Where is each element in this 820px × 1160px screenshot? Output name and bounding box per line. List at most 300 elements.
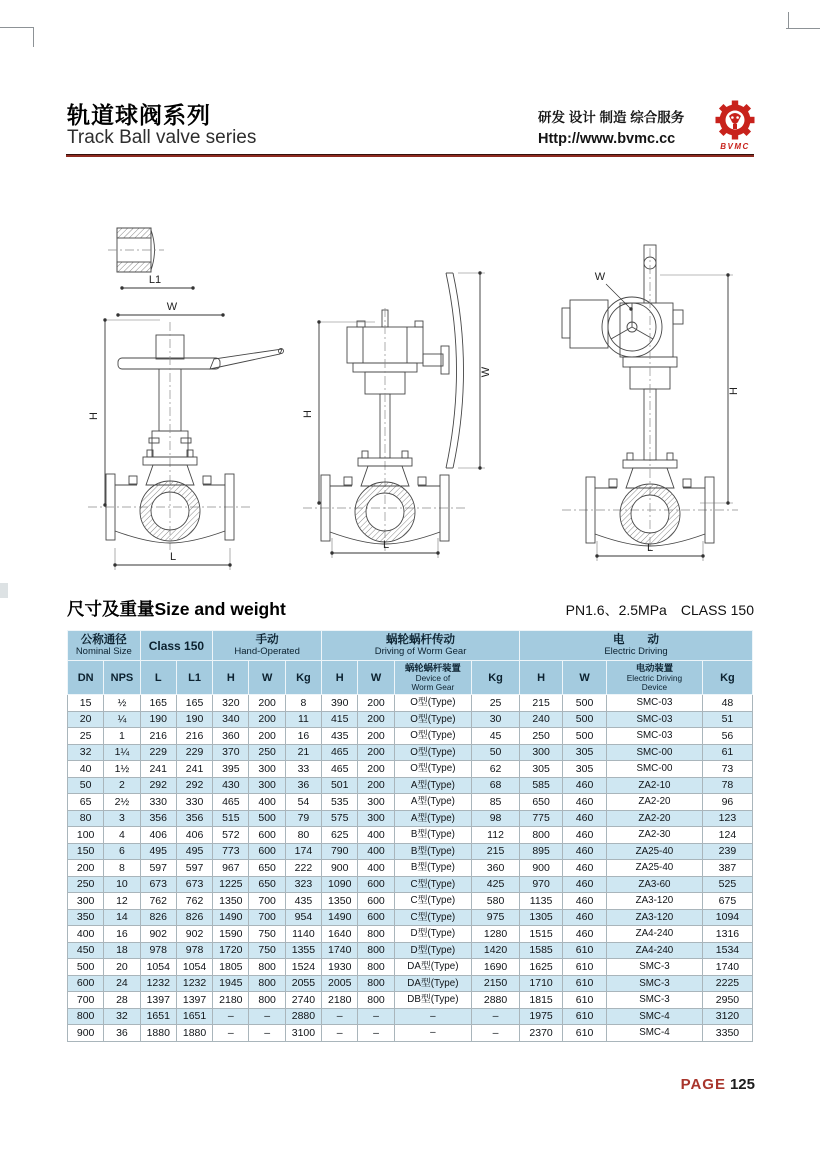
table-cell: 500 [563, 728, 607, 745]
dim-label-h: H [88, 412, 100, 420]
table-row [68, 992, 753, 1009]
table-cell: 300 [68, 893, 104, 910]
table-cell: B型(Type) [394, 827, 471, 844]
table-cell: 1420 [472, 942, 520, 959]
table-cell: 14 [104, 909, 140, 926]
table-cell: – [472, 1008, 520, 1025]
table-cell: 1140 [285, 926, 321, 943]
table-cell: 250 [520, 728, 563, 745]
group-header-row [68, 631, 753, 661]
table-cell: 775 [520, 810, 563, 827]
table-cell: 597 [140, 860, 176, 877]
table-cell: 229 [176, 744, 212, 761]
table-cell: 2740 [285, 992, 321, 1009]
table-cell: 56 [702, 728, 752, 745]
table-cell: O型(Type) [394, 744, 471, 761]
table-cell: 826 [176, 909, 212, 926]
table-cell: 50 [68, 777, 104, 794]
table-cell: 460 [563, 926, 607, 943]
table-cell: O型(Type) [394, 728, 471, 745]
table-cell: 673 [176, 876, 212, 893]
table-cell: 895 [520, 843, 563, 860]
table-cell: 525 [702, 876, 752, 893]
table-cell: O型(Type) [394, 711, 471, 728]
table-cell: 600 [358, 876, 394, 893]
column-header: Kg [472, 661, 520, 695]
table-cell: 1½ [104, 761, 140, 778]
table-cell: 2950 [702, 992, 752, 1009]
table-cell: 1720 [213, 942, 249, 959]
table-cell: 460 [563, 794, 607, 811]
table-cell: 200 [358, 695, 394, 712]
table-cell: 610 [563, 1008, 607, 1025]
company-tagline: 研发 设计 制造 综合服务 [538, 110, 685, 125]
table-cell: 51 [702, 711, 752, 728]
table-cell: SMC-4 [606, 1025, 702, 1042]
section-title: 尺寸及重量Size and weight [67, 599, 286, 619]
table-cell: 495 [140, 843, 176, 860]
table-cell: 330 [176, 794, 212, 811]
table-cell: 80 [285, 827, 321, 844]
table-cell: 370 [213, 744, 249, 761]
table-cell: 250 [249, 744, 285, 761]
table-cell: 2055 [285, 975, 321, 992]
table-cell: 650 [249, 876, 285, 893]
table-cell: 215 [520, 695, 563, 712]
table-cell: 100 [68, 827, 104, 844]
table-cell: 700 [68, 992, 104, 1009]
table-cell: 241 [140, 761, 176, 778]
table-row [68, 728, 753, 745]
table-cell: 8 [285, 695, 321, 712]
table-cell: 580 [472, 893, 520, 910]
table-cell: 1534 [702, 942, 752, 959]
table-cell: 1880 [140, 1025, 176, 1042]
table-cell: 800 [358, 959, 394, 976]
dim-label-h: H [302, 410, 314, 418]
crop-mark-top-left-v [33, 27, 34, 47]
table-row [68, 761, 753, 778]
table-cell: 25 [68, 728, 104, 745]
table-cell: SMC-3 [606, 975, 702, 992]
table-row [68, 860, 753, 877]
table-cell: B型(Type) [394, 843, 471, 860]
table-cell: 2880 [285, 1008, 321, 1025]
column-header: L1 [176, 661, 212, 695]
table-cell: 460 [563, 893, 607, 910]
valve-drawing-worm-gear [302, 271, 492, 558]
column-header: W [563, 661, 607, 695]
table-cell: 435 [322, 728, 358, 745]
table-cell: 900 [520, 860, 563, 877]
table-cell: 1094 [702, 909, 752, 926]
table-cell: 28 [104, 992, 140, 1009]
table-cell: 239 [702, 843, 752, 860]
table-cell: SMC-00 [606, 744, 702, 761]
table-cell: 500 [563, 711, 607, 728]
table-cell: 1232 [176, 975, 212, 992]
table-cell: – [358, 1025, 394, 1042]
table-cell: 425 [472, 876, 520, 893]
table-cell: 610 [563, 1025, 607, 1042]
table-cell: 902 [176, 926, 212, 943]
table-cell: 16 [104, 926, 140, 943]
table-cell: ZA3-120 [606, 909, 702, 926]
table-cell: 2180 [213, 992, 249, 1009]
table-cell: SMC-00 [606, 761, 702, 778]
table-cell: – [213, 1008, 249, 1025]
table-cell: 800 [249, 992, 285, 1009]
table-cell: 415 [322, 711, 358, 728]
table-cell: 300 [520, 744, 563, 761]
table-cell: 1651 [140, 1008, 176, 1025]
table-cell: 16 [285, 728, 321, 745]
table-cell: C型(Type) [394, 876, 471, 893]
table-row [68, 975, 753, 992]
table-cell: D型(Type) [394, 942, 471, 959]
table-cell: ZA3-120 [606, 893, 702, 910]
table-row [68, 843, 753, 860]
dim-label-l1: L1 [148, 274, 162, 286]
table-cell: 600 [249, 827, 285, 844]
table-cell: ¼ [104, 711, 140, 728]
table-cell: SMC-03 [606, 711, 702, 728]
table-cell: 430 [213, 777, 249, 794]
table-cell: 625 [322, 827, 358, 844]
table-cell: 80 [68, 810, 104, 827]
table-cell: 40 [68, 761, 104, 778]
table-cell: 300 [358, 794, 394, 811]
page-footer [681, 1076, 755, 1093]
table-cell: 50 [472, 744, 520, 761]
dim-label-w: W [594, 271, 606, 283]
table-cell: 61 [702, 744, 752, 761]
table-cell: 65 [68, 794, 104, 811]
table-cell: 967 [213, 860, 249, 877]
table-cell: 305 [520, 761, 563, 778]
table-cell: 2 [104, 777, 140, 794]
table-row [68, 1025, 753, 1042]
column-header: NPS [104, 661, 140, 695]
table-cell: 975 [472, 909, 520, 926]
column-header: W [249, 661, 285, 695]
table-cell: 300 [249, 777, 285, 794]
table-cell: 2150 [472, 975, 520, 992]
table-cell: A型(Type) [394, 810, 471, 827]
table-cell: 1090 [322, 876, 358, 893]
table-cell: 305 [563, 761, 607, 778]
table-cell: 495 [176, 843, 212, 860]
table-cell: 10 [104, 876, 140, 893]
table-cell: 610 [563, 959, 607, 976]
table-cell: 292 [140, 777, 176, 794]
table-row [68, 909, 753, 926]
table-cell: 79 [285, 810, 321, 827]
table-cell: 124 [702, 827, 752, 844]
table-cell: SMC-03 [606, 728, 702, 745]
table-cell: 826 [140, 909, 176, 926]
table-cell: 190 [176, 711, 212, 728]
table-cell: 460 [563, 777, 607, 794]
dim-label-l: L [169, 551, 177, 563]
table-cell: 3100 [285, 1025, 321, 1042]
table-cell: 360 [472, 860, 520, 877]
column-header-row [68, 661, 753, 695]
crop-mark-top-right-h [786, 28, 820, 29]
website-url[interactable]: Http://www.bvmc.cc [538, 131, 676, 147]
table-cell: 597 [176, 860, 212, 877]
dim-label-l: L [382, 539, 390, 551]
table-cell: 68 [472, 777, 520, 794]
table-cell: 1651 [176, 1008, 212, 1025]
header-divider-rule [66, 154, 754, 157]
table-cell: – [213, 1025, 249, 1042]
table-cell: 900 [68, 1025, 104, 1042]
table-cell: 32 [68, 744, 104, 761]
table-cell: 1815 [520, 992, 563, 1009]
group-header: 蜗轮蜗杆传动 Driving of Worm Gear [322, 631, 520, 661]
table-cell: 800 [358, 975, 394, 992]
table-cell: 535 [322, 794, 358, 811]
page-title-en: Track Ball valve series [67, 127, 257, 148]
table-cell: 20 [104, 959, 140, 976]
table-cell: 165 [140, 695, 176, 712]
table-cell: 700 [249, 909, 285, 926]
table-cell: 762 [140, 893, 176, 910]
table-cell: 8 [104, 860, 140, 877]
table-cell: 465 [213, 794, 249, 811]
table-row [68, 810, 753, 827]
table-row [68, 926, 753, 943]
table-cell: – [249, 1008, 285, 1025]
table-header [68, 631, 753, 695]
table-cell: 390 [322, 695, 358, 712]
table-cell: 229 [140, 744, 176, 761]
table-cell: 112 [472, 827, 520, 844]
logo-text: BVMC [720, 142, 750, 151]
table-cell: 800 [249, 975, 285, 992]
table-cell: 1397 [176, 992, 212, 1009]
table-cell: 387 [702, 860, 752, 877]
table-cell: 98 [472, 810, 520, 827]
table-row [68, 893, 753, 910]
page-label: PAGE [680, 1076, 726, 1093]
table-cell: – [394, 1025, 471, 1042]
table-cell: 501 [322, 777, 358, 794]
bvmc-logo [711, 99, 759, 153]
table-cell: 11 [285, 711, 321, 728]
table-cell: 32 [104, 1008, 140, 1025]
column-header: 电动装置 Electric Driving Device [606, 661, 702, 695]
table-cell: 48 [702, 695, 752, 712]
table-cell: 20 [68, 711, 104, 728]
table-row [68, 876, 753, 893]
table-cell: 25 [472, 695, 520, 712]
table-cell: 575 [322, 810, 358, 827]
table-row [68, 959, 753, 976]
table-cell: 460 [563, 843, 607, 860]
table-cell: 1524 [285, 959, 321, 976]
pressure-class-label: PN1.6、2.5MPa CLASS 150 [565, 602, 754, 618]
dim-label-l: L [646, 542, 654, 554]
table-cell: 73 [702, 761, 752, 778]
table-cell: ZA2-20 [606, 810, 702, 827]
table-cell: 300 [249, 761, 285, 778]
table-cell: 400 [358, 860, 394, 877]
table-cell: 1225 [213, 876, 249, 893]
table-cell: 190 [140, 711, 176, 728]
table-cell: 2180 [322, 992, 358, 1009]
column-header: DN [68, 661, 104, 695]
table-cell: 1490 [322, 909, 358, 926]
table-row [68, 942, 753, 959]
table-cell: 1930 [322, 959, 358, 976]
table-cell: 1585 [520, 942, 563, 959]
table-cell: 978 [140, 942, 176, 959]
table-cell: 800 [249, 959, 285, 976]
table-cell: 1397 [140, 992, 176, 1009]
table-cell: 762 [176, 893, 212, 910]
table-cell: 200 [358, 761, 394, 778]
table-cell: 600 [68, 975, 104, 992]
table-cell: 1305 [520, 909, 563, 926]
table-cell: 222 [285, 860, 321, 877]
table-cell: 123 [702, 810, 752, 827]
table-row [68, 777, 753, 794]
table-cell: 1 [104, 728, 140, 745]
group-header: 手动 Hand-Operated [213, 631, 322, 661]
table-cell: 3120 [702, 1008, 752, 1025]
table-cell: 1975 [520, 1008, 563, 1025]
table-cell: 1740 [702, 959, 752, 976]
group-header: 公称通径 Nominal Size [68, 631, 141, 661]
table-cell: 650 [520, 794, 563, 811]
table-cell: 460 [563, 860, 607, 877]
table-cell: 4 [104, 827, 140, 844]
column-header: L [140, 661, 176, 695]
table-cell: 460 [563, 827, 607, 844]
table-cell: 3350 [702, 1025, 752, 1042]
column-header: Kg [285, 661, 321, 695]
table-cell: 150 [68, 843, 104, 860]
table-cell: 1625 [520, 959, 563, 976]
table-cell: 216 [140, 728, 176, 745]
table-cell: – [322, 1025, 358, 1042]
table-cell: 902 [140, 926, 176, 943]
table-cell: 773 [213, 843, 249, 860]
table-cell: DA型(Type) [394, 975, 471, 992]
table-cell: 18 [104, 942, 140, 959]
table-cell: 3 [104, 810, 140, 827]
table-cell: O型(Type) [394, 695, 471, 712]
table-cell: 1490 [213, 909, 249, 926]
table-cell: 500 [563, 695, 607, 712]
table-cell: 200 [358, 728, 394, 745]
table-row [68, 1008, 753, 1025]
table-cell: 650 [249, 860, 285, 877]
table-cell: SMC-3 [606, 959, 702, 976]
table-cell: 400 [68, 926, 104, 943]
table-cell: 600 [358, 909, 394, 926]
table-cell: DA型(Type) [394, 959, 471, 976]
table-cell: 460 [563, 810, 607, 827]
table-cell: 200 [358, 777, 394, 794]
table-cell: 750 [249, 926, 285, 943]
column-header: Kg [702, 661, 752, 695]
table-cell: 800 [358, 926, 394, 943]
table-cell: 330 [140, 794, 176, 811]
table-cell: 200 [358, 744, 394, 761]
table-cell: 174 [285, 843, 321, 860]
table-cell: 2880 [472, 992, 520, 1009]
table-row [68, 711, 753, 728]
table-cell: ½ [104, 695, 140, 712]
table-body [68, 695, 753, 1042]
table-cell: 572 [213, 827, 249, 844]
table-cell: 1350 [322, 893, 358, 910]
table-cell: 305 [563, 744, 607, 761]
table-cell: ZA2-20 [606, 794, 702, 811]
left-edge-mark [0, 583, 8, 598]
table-row [68, 744, 753, 761]
table-cell: C型(Type) [394, 893, 471, 910]
group-header: 电 动 Electric Driving [520, 631, 753, 661]
table-cell: 610 [563, 992, 607, 1009]
table-cell: 790 [322, 843, 358, 860]
technical-drawings [60, 188, 760, 578]
table-row [68, 827, 753, 844]
table-cell: 85 [472, 794, 520, 811]
group-header: Class 150 [140, 631, 213, 661]
table-cell: 400 [358, 827, 394, 844]
table-cell: 1590 [213, 926, 249, 943]
table-cell: ZA4-240 [606, 942, 702, 959]
table-cell: 500 [68, 959, 104, 976]
table-cell: 450 [68, 942, 104, 959]
table-cell: ZA2-30 [606, 827, 702, 844]
table-cell: 400 [249, 794, 285, 811]
table-cell: – [358, 1008, 394, 1025]
table-cell: 2005 [322, 975, 358, 992]
table-cell: 465 [322, 744, 358, 761]
valve-drawing-electric [562, 245, 740, 561]
table-cell: 400 [358, 843, 394, 860]
table-cell: 1350 [213, 893, 249, 910]
table-cell: A型(Type) [394, 794, 471, 811]
dim-label-h: H [728, 387, 740, 395]
table-cell: 350 [68, 909, 104, 926]
table-cell: 165 [176, 695, 212, 712]
table-cell: 460 [563, 876, 607, 893]
table-cell: 15 [68, 695, 104, 712]
table-cell: 970 [520, 876, 563, 893]
table-cell: 96 [702, 794, 752, 811]
column-header: H [322, 661, 358, 695]
valve-drawing-hand-lever [88, 228, 284, 570]
table-cell: 356 [176, 810, 212, 827]
table-cell: 460 [563, 909, 607, 926]
table-cell: 750 [249, 942, 285, 959]
table-cell: 978 [176, 942, 212, 959]
table-cell: D型(Type) [394, 926, 471, 943]
table-cell: 36 [104, 1025, 140, 1042]
dim-label-w: W [480, 366, 492, 378]
table-cell: 500 [249, 810, 285, 827]
table-cell: 6 [104, 843, 140, 860]
table-cell: 1740 [322, 942, 358, 959]
table-cell: 610 [563, 942, 607, 959]
table-cell: – [472, 1025, 520, 1042]
